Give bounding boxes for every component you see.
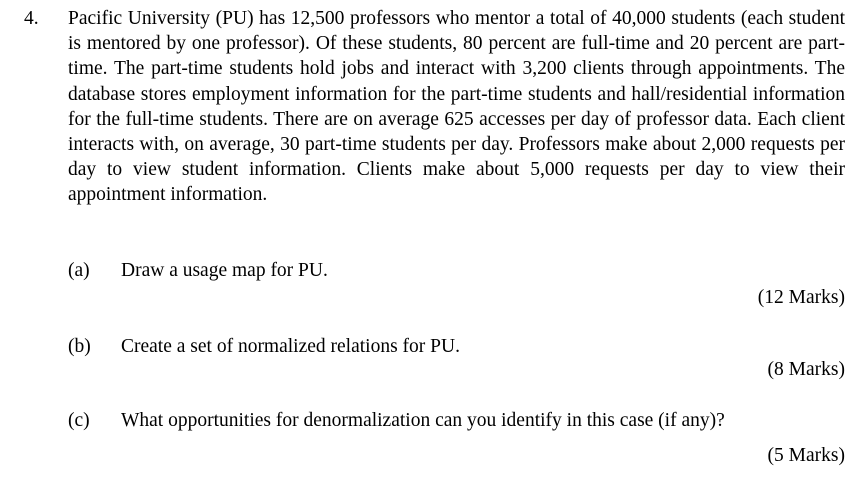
part-c-label: (c) <box>68 410 90 431</box>
part-a-label: (a) <box>68 260 90 281</box>
part-b-marks: (8 Marks) <box>767 359 845 380</box>
part-a-text: Draw a usage map for PU. <box>121 260 328 281</box>
question-stem: Pacific University (PU) has 12,500 professors who mentor a total of 40,000 students (each student is mentored by one professor). Of these students, 80 percent are full-time and 20 percent are part-time. The part-time students hold jobs and interact with 3,200 clients through appointments. The database stores employment information for the part-time students and hall/residential information for the full-time students. There are on average 625 accesses per day of professor data. Each client interacts with, on average, 30 part-time students per day. Professors make about 2,000 requests per day to view student information. Clients make about 5,000 requests per day to view their appointment information. <box>68 8 845 206</box>
question-number: 4. <box>24 8 39 29</box>
part-b-text: Create a set of normalized relations for PU. <box>121 336 460 357</box>
part-a-marks: (12 Marks) <box>757 287 845 308</box>
part-c-text: What opportunities for denormalization can you identify in this case (if any)? <box>121 410 725 431</box>
part-c-marks: (5 Marks) <box>767 445 845 466</box>
part-b-label: (b) <box>68 336 91 357</box>
